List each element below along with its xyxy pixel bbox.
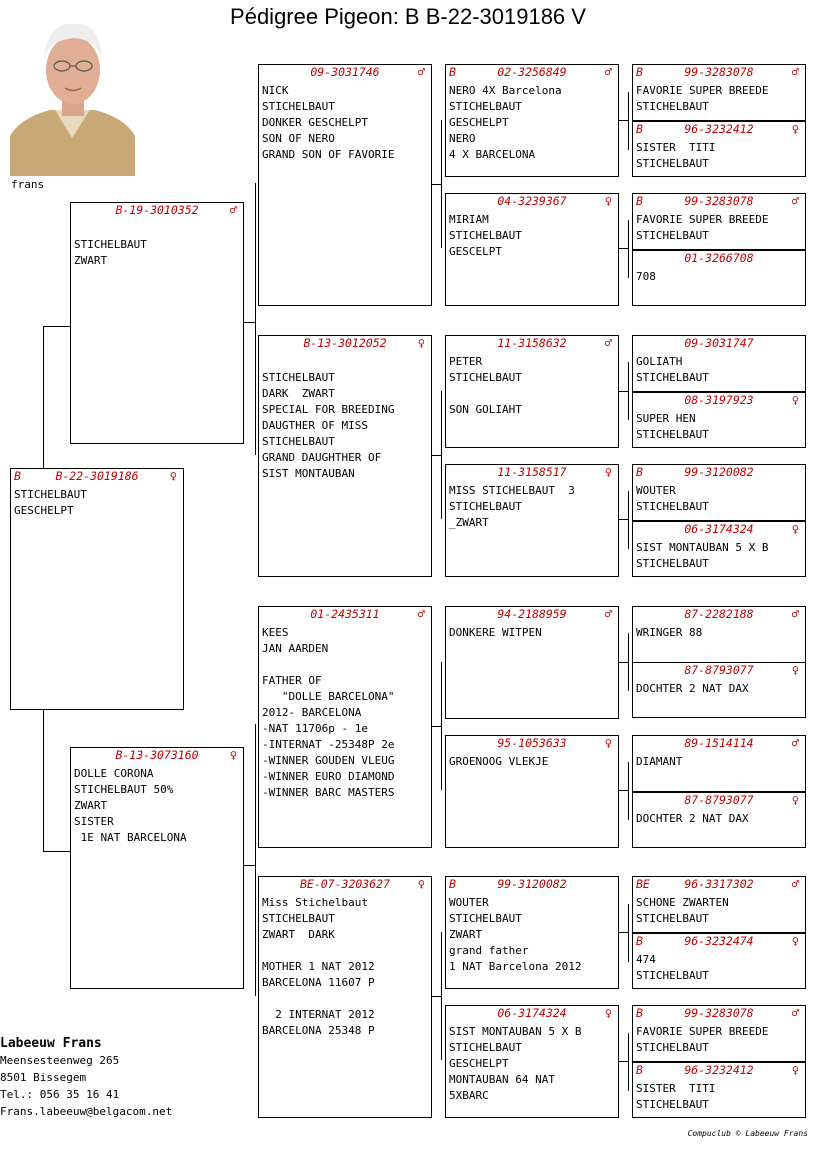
ring-number: 09-3031746 [310,65,380,79]
page-title: Pédigree Pigeon: B B-22-3019186 V [230,4,586,29]
pigeon-notes: MIRIAM STICHELBAUT GESCELPT [449,213,522,258]
pigeon-notes: SCHONE ZWARTEN STICHELBAUT [636,896,729,925]
pigeon-box-gg5[interactable] [445,606,619,719]
sex-icon: ♂ [604,607,612,621]
connector-line [618,662,629,663]
pigeon-box-ggg2[interactable] [632,121,806,177]
ring-number: 95-1053633 [497,736,567,750]
country-code: B [636,122,643,136]
pigeon-box-gg6[interactable] [445,735,619,848]
sex-icon: ♂ [604,65,612,79]
ring-number: 02-3256849 [497,65,567,79]
pigeon-notes: FAVORIE SUPER BREEDE STICHELBAUT [636,84,769,113]
ring-number: 87-2282188 [684,607,754,621]
ring-number: BE-07-3203627 [299,877,390,891]
sex-icon: ♀ [604,194,612,208]
connector-line [618,1061,629,1062]
pigeon-box-ggg15[interactable] [632,1005,806,1062]
ring-number: 01-3266708 [684,251,754,265]
owner-email[interactable]: Frans.labeeuw@belgacom.net [0,1105,173,1118]
connector-line [618,391,629,392]
ring-number: 11-3158517 [497,465,567,479]
owner-photo [10,18,135,176]
sex-icon: ♂ [791,607,799,621]
sex-icon: ♂ [229,203,237,217]
pigeon-box-ggg3[interactable] [632,193,806,250]
pigeon-notes: STICHELBAUT DARK ZWART SPECIAL FOR BREEDING DAUGTHER OF MISS STICHELBAUT GRAND DAUGHTHER OF SIST MONTAUBAN [262,371,395,480]
connector-line [618,120,629,121]
country-code: B [636,1063,643,1077]
pigeon-notes: SISTER TITI STICHELBAUT [636,1082,716,1111]
sex-icon: ♀ [791,393,799,407]
country-code: B [449,877,456,891]
sex-icon: ♀ [791,522,799,536]
ring-number: 99-3283078 [684,65,754,79]
pigeon-notes: FAVORIE SUPER BREEDE STICHELBAUT [636,1025,769,1054]
ring-number: 99-3120082 [684,465,754,479]
sex-icon: ♂ [417,65,425,79]
pigeon-box-g3[interactable] [258,606,432,848]
pigeon-notes: FAVORIE SUPER BREEDE STICHELBAUT [636,213,769,242]
sex-icon: ♂ [791,65,799,79]
pigeon-box-gg2[interactable] [445,193,619,306]
sex-icon: ♀ [229,748,237,762]
pigeon-box-sire[interactable] [70,202,244,444]
pigeon-box-gg7[interactable] [445,876,619,989]
ring-number: B-22-3019186 [55,469,139,483]
connector-line [618,519,629,520]
pigeon-box-subject[interactable] [10,468,184,710]
connector-line [255,183,256,455]
ring-number: 96-3232412 [684,1063,754,1077]
ring-number: 04-3239367 [497,194,567,208]
ring-number: 87-8793077 [684,793,754,807]
ring-number: 96-3232474 [684,934,754,948]
pigeon-notes: SISTER TITI STICHELBAUT [636,141,716,170]
pigeon-notes: SIST MONTAUBAN 5 X B STICHELBAUT GESCHELPT MONTAUBAN 64 NAT 5XBARC [449,1025,582,1102]
pigeon-box-ggg11[interactable] [632,735,806,792]
pigeon-notes: GOLIATH STICHELBAUT [636,355,709,384]
pigeon-notes: STICHELBAUT ZWART [74,238,147,267]
pigeon-notes: WRINGER 88 [636,626,703,639]
pigeon-box-ggg10[interactable] [632,662,806,718]
pigeon-notes: SUPER HEN STICHELBAUT [636,412,709,441]
connector-line [628,904,629,962]
sex-icon: ♀ [791,122,799,136]
connector-line [628,762,629,820]
ring-number: 01-2435311 [310,607,380,621]
ring-number: 06-3174324 [684,522,754,536]
connector-line [628,220,629,278]
pigeon-box-ggg13[interactable] [632,876,806,933]
ring-number: B-13-3073160 [115,748,199,762]
pigeon-box-ggg1[interactable] [632,64,806,121]
pigeon-box-ggg6[interactable] [632,392,806,448]
connector-line [618,790,629,791]
pigeon-box-gg1[interactable] [445,64,619,177]
credit-text: Compuclub © Labeeuw Frans [687,1129,808,1138]
connector-line [43,709,44,851]
sex-icon: ♀ [791,663,799,677]
pigeon-box-g4[interactable] [258,876,432,1118]
country-code: B [636,194,643,208]
sex-icon: ♂ [791,877,799,891]
ring-number: 89-1514114 [684,736,754,750]
pigeon-box-ggg4[interactable] [632,250,806,306]
connector-line [43,851,70,852]
country-code: BE [636,877,650,891]
pigeon-box-gg8[interactable] [445,1005,619,1118]
country-code: B [636,934,643,948]
pigeon-notes: SIST MONTAUBAN 5 X B STICHELBAUT [636,541,769,570]
pigeon-notes: GROENOOG VLEKJE [449,755,549,768]
ring-number: 99-3120082 [497,877,567,891]
pigeon-notes: NICK STICHELBAUT DONKER GESCHELPT SON OF NERO GRAND SON OF FAVORIE [262,84,395,161]
ring-number: B-19-3010352 [115,203,199,217]
country-code: B [636,1006,643,1020]
sex-icon: ♀ [604,1006,612,1020]
sex-icon: ♂ [791,1006,799,1020]
ring-number: 06-3174324 [497,1006,567,1020]
connector-line [618,932,629,933]
ring-number: 11-3158632 [497,336,567,350]
pigeon-notes: DIAMANT [636,755,683,768]
ring-number: 99-3283078 [684,194,754,208]
ring-number: 96-3317302 [684,877,754,891]
ring-number: 94-2188959 [497,607,567,621]
connector-line [431,726,442,727]
country-code: B [449,65,456,79]
sex-icon: ♀ [417,336,425,350]
sex-icon: ♀ [604,465,612,479]
pigeon-notes: DONKERE WITPEN [449,626,542,639]
connector-line [43,326,70,327]
sex-icon: ♂ [604,336,612,350]
owner-info [0,1036,172,1120]
pigeon-notes: DOLLE CORONA STICHELBAUT 50% ZWART SISTER 1E NAT BARCELONA [74,767,187,844]
sex-icon: ♂ [791,736,799,750]
sex-icon: ♀ [417,877,425,891]
sex-icon: ♂ [791,194,799,208]
pigeon-box-ggg8[interactable] [632,521,806,577]
sex-icon: ♀ [169,469,177,483]
connector-line [431,996,442,997]
pigeon-box-g1[interactable] [258,64,432,306]
ring-number: 87-8793077 [684,663,754,677]
pigeon-box-ggg12[interactable] [632,792,806,848]
connector-line [618,248,629,249]
pigeon-notes: WOUTER STICHELBAUT [636,484,709,513]
owner-city: 8501 Bissegem [0,1071,87,1084]
sex-icon: ♀ [791,793,799,807]
ring-number: 96-3232412 [684,122,754,136]
owner-street: Meensesteenweg 265 [0,1054,120,1067]
connector-line [431,455,442,456]
country-code: B [14,469,21,483]
sex-icon: ♀ [791,934,799,948]
sex-icon: ♀ [604,736,612,750]
country-code: B [636,465,643,479]
sex-icon: ♀ [791,1063,799,1077]
pigeon-box-ggg9[interactable] [632,606,806,663]
owner-phone: Tel.: 056 35 16 41 [0,1088,120,1101]
pigeon-box-ggg16[interactable] [632,1062,806,1118]
pigeon-notes: WOUTER STICHELBAUT ZWART grand father 1 NAT Barcelona 2012 [449,896,582,973]
pigeon-box-gg4[interactable] [445,464,619,577]
pigeon-notes: KEES JAN AARDEN FATHER OF "DOLLE BARCELONA" 2012- BARCELONA -NAT 11706p - 1e -INTERNAT -25348P 2e -WINNER GOUDEN VLEUG -WINNER EURO DIAMOND -WINNER BARC MASTERS [262,626,395,799]
connector-line [243,865,256,866]
pigeon-box-ggg5[interactable] [632,335,806,392]
pigeon-notes: PETER STICHELBAUT SON GOLIAHT [449,355,522,416]
photo-label: frans [11,178,45,191]
ring-number: 08-3197923 [684,393,754,407]
pigeon-box-dam[interactable] [70,747,244,989]
connector-line [628,92,629,150]
sex-icon: ♂ [417,607,425,621]
connector-line [43,326,44,468]
connector-line [255,724,256,996]
pigeon-notes: NERO 4X Barcelona STICHELBAUT GESCHELPT NERO 4 X BARCELONA [449,84,562,161]
connector-line [628,491,629,549]
pigeon-notes: DOCHTER 2 NAT DAX [636,682,749,695]
ring-number: B-13-3012052 [303,336,387,350]
pigeon-box-g2[interactable] [258,335,432,577]
pigeon-notes: 474 STICHELBAUT [636,953,709,982]
pigeon-notes: MISS STICHELBAUT 3 STICHELBAUT _ZWART [449,484,575,529]
connector-line [243,322,256,323]
pigeon-notes: Miss Stichelbaut STICHELBAUT ZWART DARK MOTHER 1 NAT 2012 BARCELONA 11607 P 2 INTERNAT 2012 BARCELONA 25348 P [262,896,375,1037]
connector-line [431,184,442,185]
pigeon-box-ggg7[interactable] [632,464,806,521]
owner-name: Labeeuw Frans [0,1036,102,1051]
pigeon-notes: 708 [636,270,656,283]
connector-line [628,1033,629,1091]
ring-number: 99-3283078 [684,1006,754,1020]
pigeon-box-gg3[interactable] [445,335,619,448]
pigeon-notes: STICHELBAUT GESCHELPT [14,488,87,517]
country-code: B [636,65,643,79]
ring-number: 09-3031747 [684,336,754,350]
pigeon-box-ggg14[interactable] [632,933,806,989]
pigeon-notes: DOCHTER 2 NAT DAX [636,812,749,825]
